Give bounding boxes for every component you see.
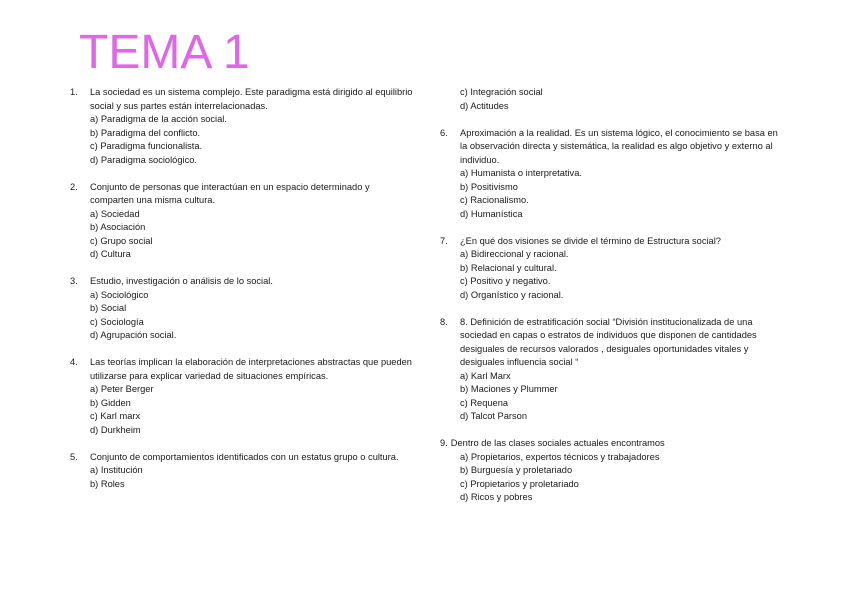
option-d: d) Ricos y pobres — [460, 492, 533, 502]
option-a: a) Propietarios, expertos técnicos y trabajadores — [460, 451, 660, 462]
question-text: Las teorías implican la elaboración de interpretaciones abstractas que pueden utilizarse para explicar variedad de situaciones empíricas. — [90, 357, 412, 381]
question-5-continued-options — [440, 86, 780, 113]
question-text: Dentro de las clases sociales actuales encontramos — [450, 438, 665, 448]
question-text: Conjunto de comportamientos identificados con un estatus grupo o cultura. — [90, 451, 399, 462]
option-b: b) Roles — [90, 478, 125, 489]
option-c: c) Integración social — [460, 87, 543, 97]
page-title: TEMA 1 — [79, 26, 250, 79]
question-number: 4. — [70, 357, 78, 367]
question-text: ¿En qué dos visiones se divide el término de Estructura social? — [460, 235, 721, 246]
question-number: 9. — [440, 438, 448, 448]
option-d: d) Humanística — [460, 208, 523, 219]
option-c: c) Positivo y negativo. — [460, 276, 551, 286]
question-4 — [70, 356, 415, 437]
question-number: 8. — [440, 316, 448, 327]
option-c: c) Paradigma funcionalista. — [90, 141, 203, 151]
question-3 — [70, 275, 415, 343]
option-b: b) Gidden — [90, 397, 131, 408]
question-number: 3. — [70, 276, 78, 286]
option-d: d) Durkheim — [90, 424, 141, 435]
option-c: c) Propietarios y proletariado — [460, 478, 579, 489]
option-d: d) Cultura — [90, 249, 131, 259]
option-b: b) Paradigma del conflicto. — [90, 127, 201, 138]
option-b: b) Asociación — [90, 222, 146, 232]
option-d: d) Organístico y racional. — [460, 289, 564, 300]
option-d: d) Actitudes — [460, 100, 509, 111]
question-number: 7. — [440, 235, 448, 246]
option-b: b) Relacional y cultural. — [460, 262, 557, 273]
question-number: 6. — [440, 127, 448, 138]
question-text: Conjunto de personas que interactúan en un espacio determinado y comparten una misma cultura. — [90, 181, 370, 205]
question-number: 2. — [70, 181, 78, 192]
question-number: 1. — [70, 87, 78, 97]
option-a: a) Sociológico — [90, 289, 149, 300]
option-a: a) Paradigma de la acción social. — [90, 114, 227, 124]
question-1 — [70, 86, 415, 167]
option-a: a) Institución — [90, 465, 143, 475]
option-c: c) Racionalismo. — [460, 195, 529, 205]
question-text: 8. Definición de estratificación social “División institucionalizada de una sociedad en capas o estratos de individuos que disponen de cantidades desiguales de recursos valorados , desiguales oportunidades vitales y desiguales influencia social “ — [460, 316, 757, 367]
option-b: b) Burguesía y proletariado — [460, 465, 573, 475]
question-text: Aproximación a la realidad. Es un sistema lógico, el conocimiento se basa en la observación directa y sistemática, la realidad es algo objetivo y externo al individuo. — [460, 127, 778, 165]
option-c: c) Karl marx — [90, 411, 141, 421]
option-a: a) Sociedad — [90, 208, 140, 219]
option-c: c) Sociología — [90, 316, 144, 327]
question-5 — [70, 451, 415, 492]
option-b: b) Social — [90, 303, 127, 313]
question-number: 5. — [70, 451, 78, 462]
option-d: d) Talcot Parson — [460, 411, 528, 421]
option-a: a) Humanista o interpretativa. — [460, 168, 582, 178]
question-8 — [440, 316, 780, 424]
option-d: d) Agrupación social. — [90, 330, 177, 340]
option-a: a) Bidireccional y racional. — [460, 249, 569, 259]
option-c: c) Requena — [460, 397, 509, 408]
right-column — [440, 86, 780, 518]
left-column — [70, 86, 415, 505]
question-6 — [440, 127, 780, 222]
option-c: c) Grupo social — [90, 235, 153, 246]
option-b: b) Maciones y Plummer — [460, 384, 558, 394]
question-9 — [440, 437, 780, 505]
question-text: La sociedad es un sistema complejo. Este paradigma está dirigido al equilibrio social y sus partes están interrelacionadas. — [90, 87, 413, 111]
question-7 — [440, 235, 780, 303]
question-2 — [70, 181, 415, 262]
option-a: a) Karl Marx — [460, 370, 511, 381]
option-d: d) Paradigma sociológico. — [90, 154, 197, 165]
option-b: b) Positivismo — [460, 181, 518, 192]
question-text: Estudio, investigación o análisis de lo social. — [90, 276, 273, 286]
option-a: a) Peter Berger — [90, 384, 154, 394]
